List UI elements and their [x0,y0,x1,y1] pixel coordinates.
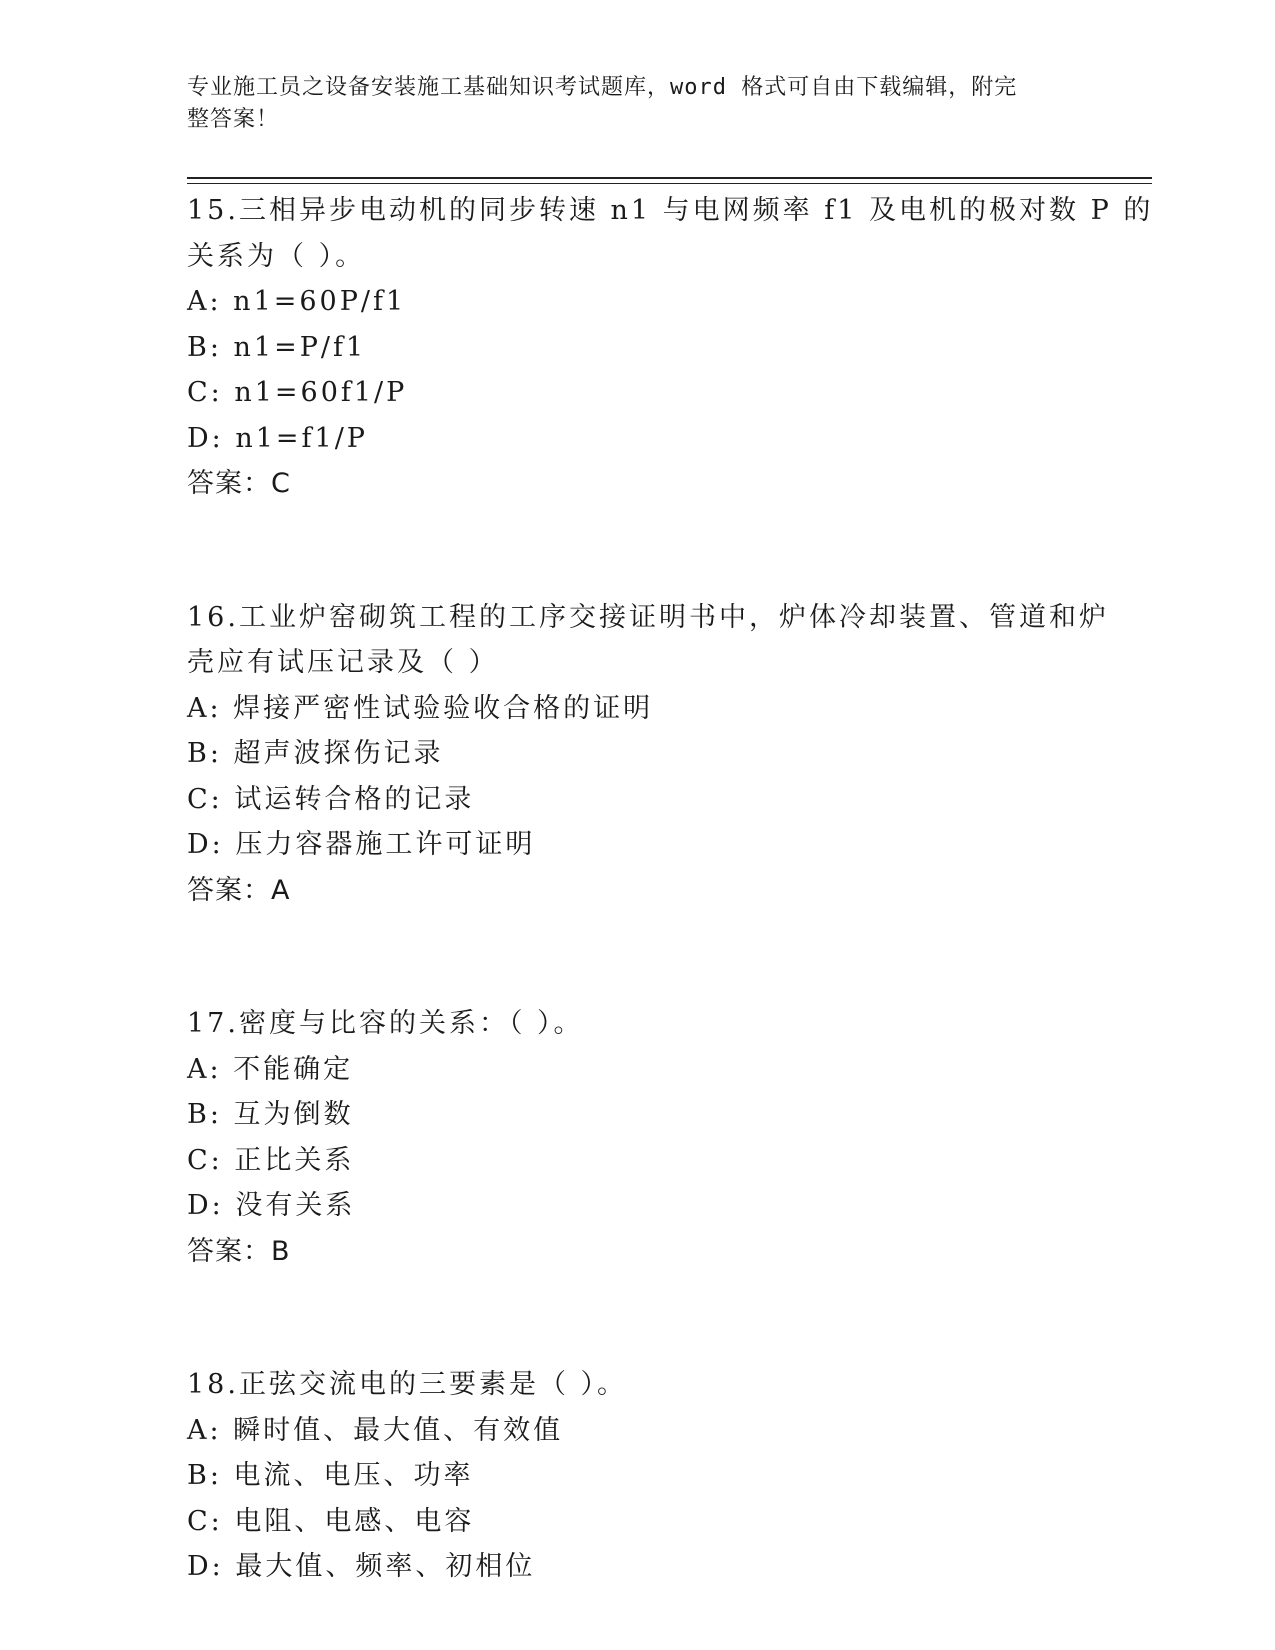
header-line: 专业施工员之设备安装施工基础知识考试题库，word 格式可自由下载编辑，附完 [187,75,1018,100]
option-c: C: 电阻、电感、电容 [187,1505,475,1537]
header-divider [187,177,1152,179]
answer: 答案：B [187,1235,291,1267]
question-stem: 15.三相异步电动机的同步转速 n1 与电网频率 f1 及电机的极对数 P 的 [187,195,1154,226]
option-a: A: 焊接严密性试验验收合格的证明 [187,692,654,724]
option-d: D: 没有关系 [187,1190,356,1221]
option-d: D: n1=f1/P [187,422,368,454]
answer: 答案：A [187,874,291,906]
document-header [187,72,1067,136]
option-c: C: n1=60f1/P [187,377,408,408]
option-d: D: 压力容器施工许可证明 [187,829,536,860]
option-c: C: 试运转合格的记录 [187,783,475,815]
question-stem: 关系为（ ）。 [187,240,366,272]
question-18 [187,1362,1087,1590]
option-c: C: 正比关系 [187,1144,355,1176]
option-a: A: 不能确定 [187,1053,354,1085]
option-a: A: n1=60P/f1 [187,286,407,317]
question-16 [187,595,1109,914]
answer: 答案：C [187,468,291,499]
question-15 [187,188,1154,507]
option-b: B: n1=P/f1 [187,331,367,363]
question-stem: 17.密度与比容的关系：（ ）。 [187,1008,584,1039]
header-divider-thin [187,183,1152,184]
option-b: B: 电流、电压、功率 [187,1460,474,1491]
option-b: B: 超声波探伤记录 [187,738,444,769]
question-list [187,188,1154,1590]
option-d: D: 最大值、频率、初相位 [187,1551,536,1582]
question-stem: 壳应有试压记录及（ ） [187,647,499,678]
option-b: B: 互为倒数 [187,1099,354,1130]
question-17 [187,1001,1087,1274]
question-stem: 16.工业炉窑砌筑工程的工序交接证明书中，炉体冷却装置、管道和炉 [187,601,1109,633]
question-stem: 18.正弦交流电的三要素是（ ）。 [187,1369,628,1400]
option-a: A: 瞬时值、最大值、有效值 [187,1414,564,1446]
header-line: 整答案！ [187,107,280,132]
